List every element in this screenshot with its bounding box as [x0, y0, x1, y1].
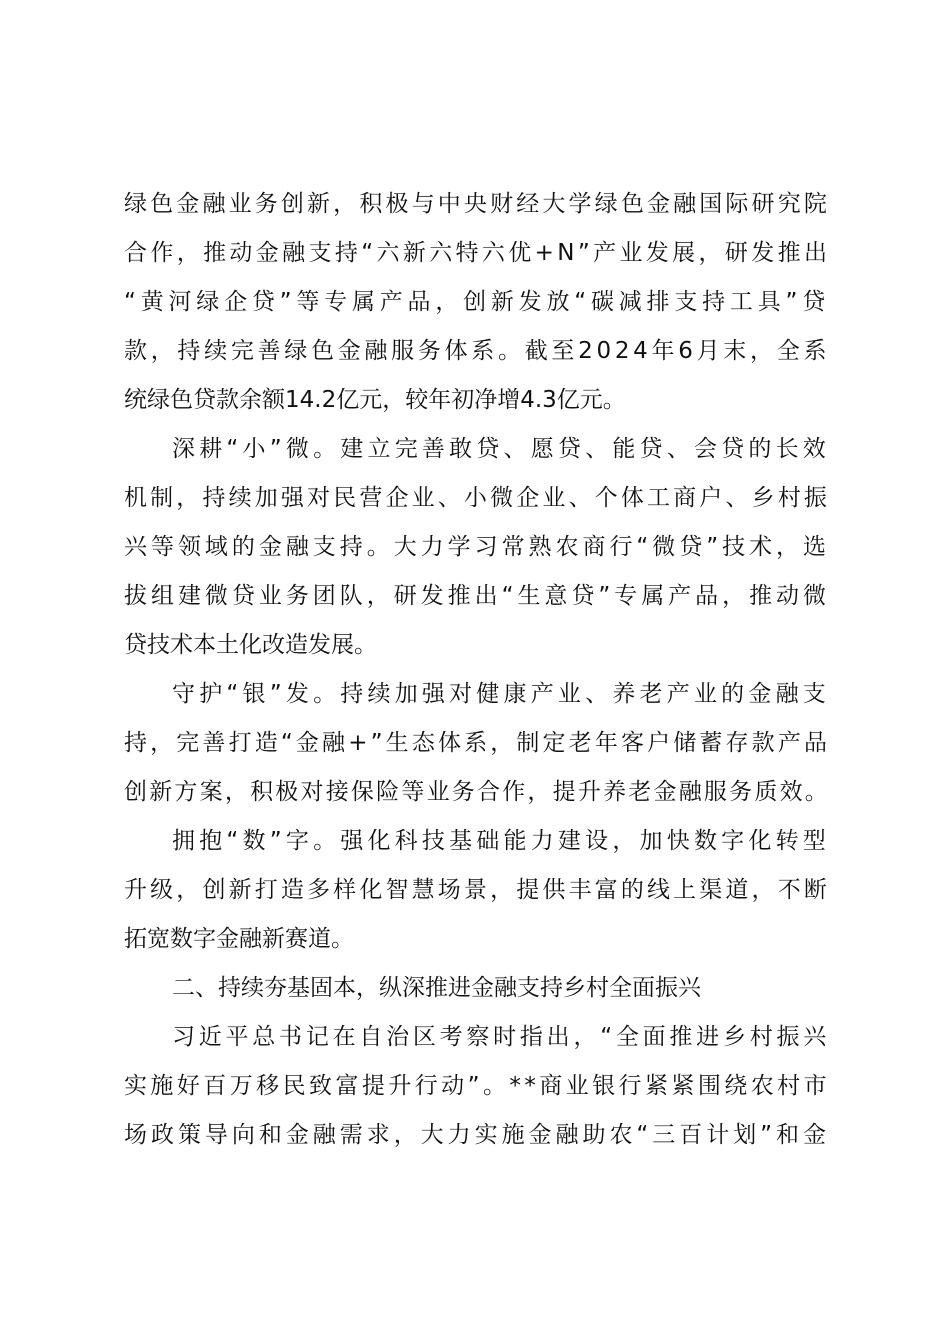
body-text [124, 180, 830, 1160]
text-line: 拓宽数字金融新赛道。 [124, 926, 354, 952]
text-line: 兴等领域的金融支持。大力学习常熟农商行“微贷”技术，选 [124, 534, 830, 560]
text-line: 拔组建微贷业务团队，研发推出“生意贷”专属产品，推动微 [124, 583, 830, 609]
paragraph-digital-finance [124, 817, 830, 964]
text-line: 机制，持续加强对民营企业、小微企业、个体工商户、乡村振 [124, 485, 830, 511]
text-line: 持，完善打造“金融+”生态体系，制定老年客户储蓄存款产品 [124, 730, 831, 756]
paragraph-green-finance [124, 180, 830, 425]
text-line: 贷技术本土化改造发展。 [124, 632, 377, 658]
text-line: 习近平总书记在自治区考察时指出，“全面推进乡村振兴 [172, 1024, 830, 1050]
text-line: 统绿色贷款余额14.2亿元，较年初净增4.3亿元。 [124, 387, 626, 413]
paragraph-micro-finance [124, 425, 830, 670]
text-line: 款，持续完善绿色金融服务体系。截至2024年6月末，全系 [124, 338, 831, 364]
text-line: “黄河绿企贷”等专属产品，创新发放“碳减排支持工具”贷 [124, 289, 830, 315]
paragraph-silver-economy [124, 670, 830, 817]
text-line: 绿色金融业务创新，积极与中央财经大学绿色金融国际研究院 [124, 191, 830, 217]
text-line: 深耕“小”微。建立完善敢贷、愿贷、能贷、会贷的长效 [172, 436, 830, 462]
text-line: 场政策导向和金融需求，大力实施金融助农“三百计划”和金 [124, 1122, 830, 1148]
section-heading [124, 964, 830, 1013]
text-line: 守护“银”发。持续加强对健康产业、养老产业的金融支 [172, 681, 830, 707]
paragraph-rural-revitalization [124, 1013, 830, 1160]
heading-line: 二、持续夯基固本，纵深推进金融支持乡村全面振兴 [172, 975, 701, 1001]
text-line: 合作，推动金融支持“六新六特六优+N”产业发展，研发推出 [124, 240, 831, 266]
text-line: 实施好百万移民致富提升行动”。**商业银行紧紧围绕农村市 [124, 1073, 830, 1099]
text-line: 升级，创新打造多样化智慧场景，提供丰富的线上渠道，不断 [124, 877, 830, 903]
text-line: 拥抱“数”字。强化科技基础能力建设，加快数字化转型 [172, 828, 830, 854]
text-line: 创新方案，积极对接保险等业务合作，提升养老金融服务质效。 [124, 779, 830, 805]
